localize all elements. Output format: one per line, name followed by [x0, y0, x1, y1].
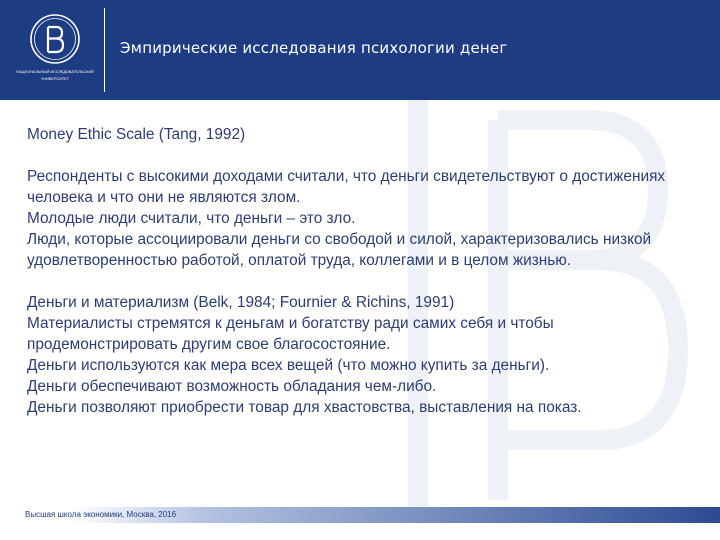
paragraph: Молодые люди считали, что деньги – это зло.	[27, 210, 356, 227]
paragraph: Деньги обеспечивают возможность обладания чем-либо.	[27, 378, 437, 395]
logo-caption-line2: УНИВЕРСИТЕТ	[40, 77, 70, 81]
footer-text: Высшая школа экономики, Москва, 2016	[25, 510, 177, 519]
spacer	[27, 271, 687, 292]
paragraph: Материалисты стремятся к деньгам и богатству ради самих себя и чтобы продемонстрировать другим свое благосостояние.	[27, 315, 554, 353]
heading-money-materialism: Деньги и материализм (Belk, 1984; Fournier & Richins, 1991)	[27, 294, 455, 311]
spacer	[27, 145, 687, 166]
paragraph: Респонденты с высокими доходами считали, что деньги свидетельствуют о достижениях человека и что они не являются злом.	[27, 168, 666, 206]
paragraph: Деньги используются как мера всех вещей (что можно купить за деньги).	[27, 357, 550, 374]
logo-caption-line1: НАЦИОНАЛЬНЫЙ ИССЛЕДОВАТЕЛЬСКИЙ	[16, 70, 94, 74]
slide-title: Эмпирические исследования психологии денег	[120, 39, 508, 57]
header-divider	[104, 8, 105, 92]
slide-content	[27, 124, 687, 418]
slide-header	[0, 0, 720, 100]
hse-logo-icon	[14, 10, 96, 92]
paragraph: Люди, которые ассоциировали деньги со свободой и силой, характеризовались низкой удовлетворенностью работой, оплатой труда, коллегами и в целом жизнью.	[27, 231, 652, 269]
paragraph: Деньги позволяют приобрести товар для хвастовства, выставления на показ.	[27, 399, 582, 416]
heading-money-ethic-scale: Money Ethic Scale (Tang, 1992)	[27, 126, 246, 143]
